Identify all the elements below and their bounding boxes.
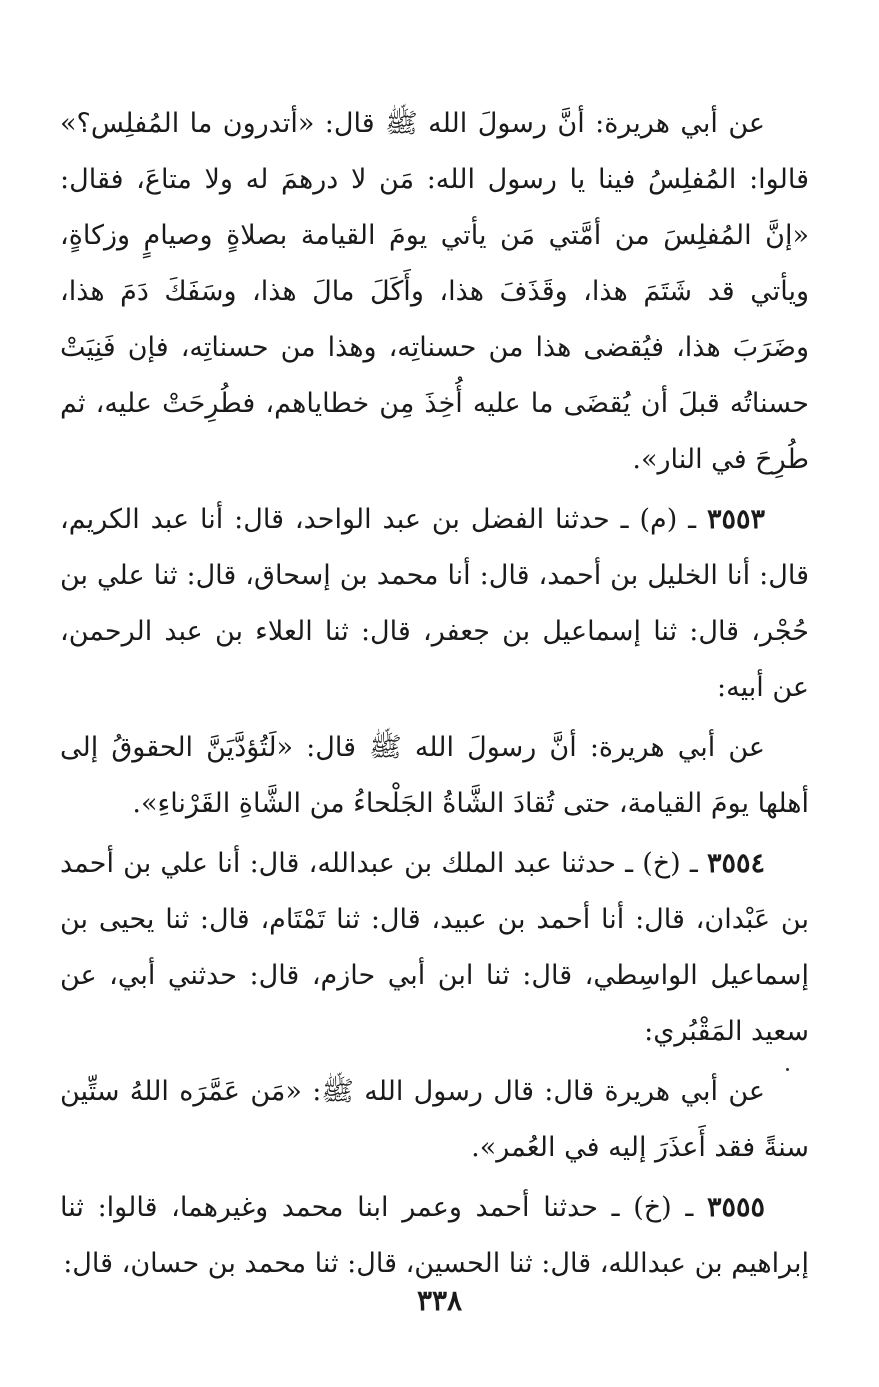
hadith-text-3 bbox=[60, 1064, 809, 1176]
hadith-number: ٣٥٥٥ bbox=[706, 1192, 765, 1223]
paragraph-text: عن أبي هريرة قال: قال رسول الله ﷺ: «مَن عَمَّرَه اللهُ ستِّين سنةً فقد أَعذَرَ إليه في العُمر». bbox=[60, 1076, 809, 1163]
paragraph-text: عن أبي هريرة: أنَّ رسولَ الله ﷺ قال: «أتدرون ما المُفلِس؟» قالوا: المُفلِسُ فينا يا رسول الله: مَن لا درهمَ له ولا متاعَ، فقال: «إنَّ المُفلِسَ من أمَّتي مَن يأتي يومَ القيامة بصلاةٍ وصيامٍ وزكاةٍ، ويأتي قد شَتَمَ هذا، وقَذَفَ هذا، وأَكَلَ مالَ هذا، وسَفَكَ دَمَ هذا، وضَرَبَ هذا، فيُقضى هذا من حسناتِه، وهذا من حسناتِه، فإن فَنِيَتْ حسناتُه قبلَ أن يُقضَى ما عليه أُخِذَ مِن خطاياهم، فطُرِحَتْ عليه، ثم طُرِحَ في النار». bbox=[60, 108, 809, 475]
hadith-number: ٣٥٥٣ bbox=[706, 504, 765, 535]
paragraph-text: ـ (خ) ـ حدثنا عبد الملك بن عبدالله، قال: أنا علي بن أحمد بن عَبْدان، قال: أنا أحمد بن عبيد، قال: ثنا تَمْتَام، قال: ثنا يحيى بن إسماعيل الواسِطي، قال: ثنا ابن أبي حازم، قال: حدثني أبي، عن سعيد المَقْبُري: bbox=[60, 848, 809, 1047]
page-body bbox=[60, 96, 809, 1296]
hadith-text-1 bbox=[60, 96, 809, 488]
page-number: ٣٣٨ bbox=[416, 1284, 463, 1317]
isnad-3553 bbox=[60, 492, 809, 716]
isnad-3554 bbox=[60, 836, 809, 1060]
hadith-text-2 bbox=[60, 720, 809, 832]
hadith-number: ٣٥٥٤ bbox=[707, 848, 766, 879]
paragraph-text: ـ (خ) ـ حدثنا أحمد وعمر ابنا محمد وغيرهما، قالوا: ثنا إبراهيم بن عبدالله، قال: ثنا الحسين، قال: ثنا محمد بن حسان، قال: bbox=[60, 1192, 809, 1279]
isnad-3555 bbox=[60, 1180, 809, 1292]
paragraph-text: ـ (م) ـ حدثنا الفضل بن عبد الواحد، قال: أنا عبد الكريم، قال: أنا الخليل بن أحمد، قال: أنا محمد بن إسحاق، قال: ثنا علي بن حُجْر، قال: ثنا إسماعيل بن جعفر، قال: ثنا العلاء بن عبد الرحمن، عن أبيه: bbox=[60, 504, 809, 703]
paragraph-text: عن أبي هريرة: أنَّ رسولَ الله ﷺ قال: «لَتُؤدَّيَنَّ الحقوقُ إلى أهلها يومَ القيامة، حتى تُقادَ الشَّاةُ الجَلْحاءُ من الشَّاةِ القَرْناءِ». bbox=[60, 732, 809, 819]
scan-speck bbox=[786, 1068, 789, 1071]
